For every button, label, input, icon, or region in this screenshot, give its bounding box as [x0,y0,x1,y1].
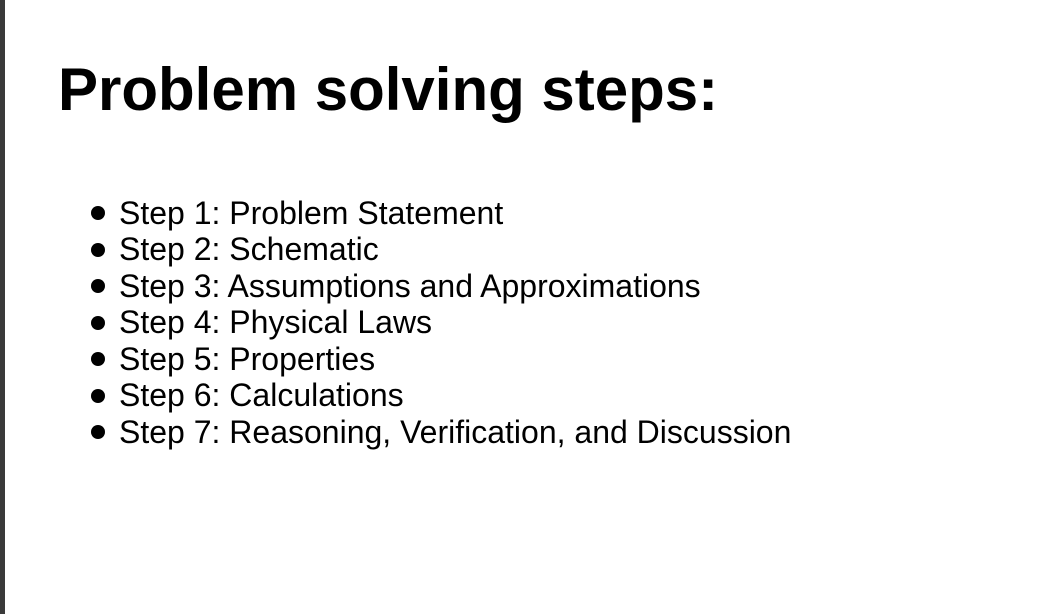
bullet-icon [91,352,105,366]
list-item [91,305,791,342]
list-item [91,195,791,232]
step-text: Step 6: Calculations [119,377,404,414]
bullet-icon [91,425,105,439]
step-text: Step 2: Schematic [119,231,379,268]
list-item [91,378,791,415]
steps-list [91,195,791,451]
bullet-icon [91,279,105,293]
bullet-icon [91,206,105,220]
list-item [91,232,791,269]
step-text: Step 4: Physical Laws [119,304,433,341]
slide-title: Problem solving steps: [58,56,719,123]
step-text: Step 7: Reasoning, Verification, and Discussion [119,413,792,450]
bullet-icon [91,316,105,330]
step-text: Step 5: Properties [119,340,376,377]
step-text: Step 3: Assumptions and Approximations [119,267,701,304]
step-text: Step 1: Problem Statement [119,194,504,231]
bullet-icon [91,389,105,403]
list-item [91,341,791,378]
list-item [91,414,791,451]
list-item [91,268,791,305]
bullet-icon [91,243,105,257]
